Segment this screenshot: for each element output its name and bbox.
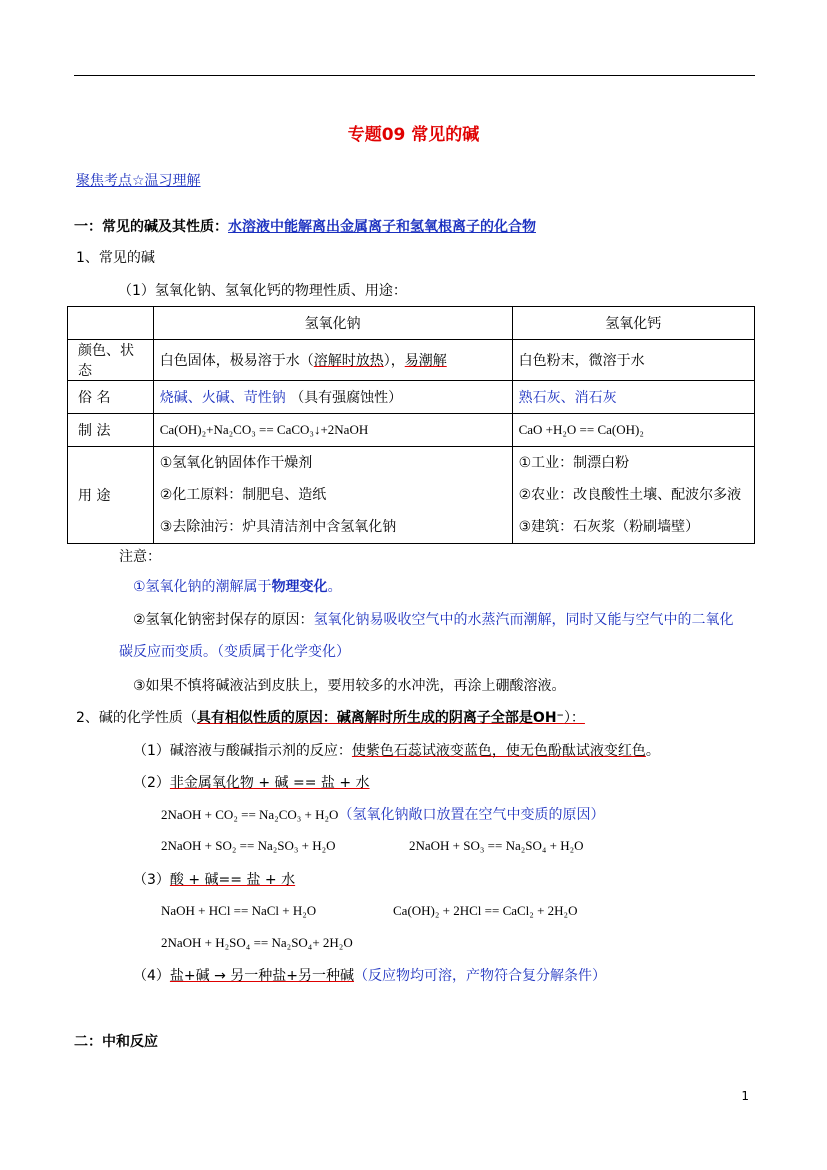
chem-prop-2-label: （2） bbox=[133, 775, 170, 791]
chem-prop-4-note: （反应物均可溶，产物符合复分解条件） bbox=[354, 968, 607, 984]
item2-heading bbox=[76, 707, 585, 727]
chem-prop-3 bbox=[133, 869, 295, 889]
cell-naoh-make: Ca(OH)₂+Na₂CO₃ == CaCO₃↓+2NaOH bbox=[153, 414, 512, 447]
row-label-make: 制 法 bbox=[68, 414, 154, 447]
equation-6: 2NaOH + H₂SO₄ == Na₂SO₄+ 2H₂O bbox=[161, 935, 353, 950]
note-1-text: ①氢氧化钠的潮解属于 bbox=[133, 579, 272, 595]
item2-post: ）： bbox=[563, 710, 585, 726]
naoh-use-2: ②化工原料：制肥皂、造纸 bbox=[159, 487, 327, 503]
item2-reason: 具有相似性质的原因：碱离解时所生成的阴离子全部是OH⁻ bbox=[196, 710, 564, 726]
cell-naoh-use bbox=[153, 447, 512, 544]
table-header-row bbox=[68, 307, 755, 340]
table-header-naoh: 氢氧化钠 bbox=[153, 307, 512, 340]
item1-subheading: （1）氢氧化钠、氢氧化钙的物理性质、用途： bbox=[118, 283, 407, 299]
section1-heading bbox=[74, 216, 536, 236]
section2-heading: 二：中和反应 bbox=[74, 1034, 158, 1050]
equation-1: 2NaOH + CO₂ == Na₂CO₃ + H₂O bbox=[161, 807, 339, 822]
item2-pre: 2、碱的化学性质（ bbox=[76, 710, 197, 726]
note-1-emphasis: 物理变化 bbox=[271, 579, 328, 595]
chem-prop-3-label: （3） bbox=[133, 872, 170, 888]
naoh-name-note: （具有强腐蚀性） bbox=[290, 390, 403, 406]
note-3: ③如果不慎将碱液沾到皮肤上，要用较多的水冲洗，再涂上硼酸溶液。 bbox=[133, 678, 566, 694]
caoh-use-1: ①工业：制漂白粉 bbox=[518, 455, 630, 471]
chem-prop-4-label: （4） bbox=[133, 968, 170, 984]
naoh-color-mid: ）， bbox=[383, 353, 405, 369]
notes-title: 注意： bbox=[119, 549, 161, 565]
chem-prop-4 bbox=[133, 965, 606, 985]
cell-caoh-color: 白色粉末，微溶于水 bbox=[512, 340, 754, 381]
naoh-use-3: ③去除油污：炉具清洁剂中含氢氧化钠 bbox=[159, 519, 397, 535]
equation-2: 2NaOH + SO₂ == Na₂SO₃ + H₂O bbox=[161, 838, 336, 853]
table-row-name bbox=[68, 381, 755, 414]
chem-prop-2-text: 非金属氧化物 + 碱 == 盐 + 水 bbox=[169, 775, 370, 791]
table-row-color bbox=[68, 340, 755, 381]
item1-heading: 1、常见的碱 bbox=[76, 250, 155, 266]
cell-caoh-use bbox=[512, 447, 754, 544]
equation-3: 2NaOH + SO₃ == Na₂SO₄ + H₂O bbox=[409, 838, 584, 853]
note-2-text: 氢氧化钠易吸收空气中的水蒸汽而潮解，同时又能与空气中的二氧化 bbox=[313, 612, 734, 628]
row-label-color: 颜色、状态 bbox=[68, 340, 154, 381]
page-title: 专题09 常见的碱 bbox=[347, 125, 480, 145]
caoh-use-2: ②农业：改良酸性土壤、配波尔多液 bbox=[518, 487, 742, 503]
cell-naoh-color bbox=[153, 340, 512, 381]
table-row-use bbox=[68, 447, 755, 544]
section1-title: 一：常见的碱及其性质： bbox=[74, 219, 228, 235]
chem-prop-2 bbox=[133, 772, 370, 792]
chem-prop-1 bbox=[133, 740, 660, 760]
section1-definition: 水溶液中能解离出金属离子和氢氧根离子的化合物 bbox=[228, 219, 536, 235]
row-label-name: 俗 名 bbox=[68, 381, 154, 414]
row-label-use: 用 途 bbox=[68, 447, 154, 544]
equation-5: Ca(OH)₂ + 2HCl == CaCl₂ + 2H₂O bbox=[393, 903, 578, 918]
focus-link[interactable]: 聚焦考点☆温习理解 bbox=[76, 173, 201, 189]
properties-table bbox=[67, 306, 755, 544]
table-row-make bbox=[68, 414, 755, 447]
naoh-color-heat: 溶解时放热 bbox=[313, 353, 384, 369]
naoh-color-deliquesce: 易潮解 bbox=[404, 353, 447, 369]
note-2-label: ②氢氧化钠密封保存的原因： bbox=[133, 612, 314, 628]
chem-prop-3-text: 酸 + 碱== 盐 + 水 bbox=[169, 872, 296, 888]
note-1-end: 。 bbox=[327, 579, 342, 595]
chem-prop-1-end: 。 bbox=[645, 743, 660, 759]
table-header-caoh: 氢氧化钙 bbox=[512, 307, 754, 340]
equation-4: NaOH + HCl == NaCl + H₂O bbox=[161, 903, 317, 918]
table-header-empty bbox=[68, 307, 154, 340]
naoh-common-name: 烧碱、火碱、苛性钠 bbox=[159, 390, 286, 406]
cell-caoh-name: 熟石灰、消石灰 bbox=[512, 381, 754, 414]
equation-1-note: （氢氧化钠敞口放置在空气中变质的原因） bbox=[338, 807, 605, 823]
naoh-use-1: ①氢氧化钠固体作干燥剂 bbox=[159, 455, 313, 471]
naoh-color-text: 白色固体，极易溶于水（ bbox=[159, 353, 314, 369]
note-1 bbox=[133, 576, 342, 596]
page-number: 1 bbox=[741, 1089, 749, 1103]
equation-row-1 bbox=[161, 804, 604, 824]
header-rule bbox=[74, 75, 755, 76]
note-2 bbox=[133, 609, 734, 629]
note-2-line2: 碳反应而变质。（变质属于化学变化） bbox=[119, 644, 350, 660]
chem-prop-1-label: （1）碱溶液与酸碱指示剂的反应： bbox=[133, 743, 352, 759]
cell-naoh-name bbox=[153, 381, 512, 414]
chem-prop-1-text: 使紫色石蕊试液变蓝色，使无色酚酞试液变红色 bbox=[351, 743, 646, 759]
cell-caoh-make: CaO +H₂O == Ca(OH)₂ bbox=[512, 414, 754, 447]
chem-prop-4-text: 盐+碱 → 另一种盐+另一种碱 bbox=[169, 968, 355, 984]
caoh-use-3: ③建筑：石灰浆（粉刷墙壁） bbox=[518, 519, 700, 535]
